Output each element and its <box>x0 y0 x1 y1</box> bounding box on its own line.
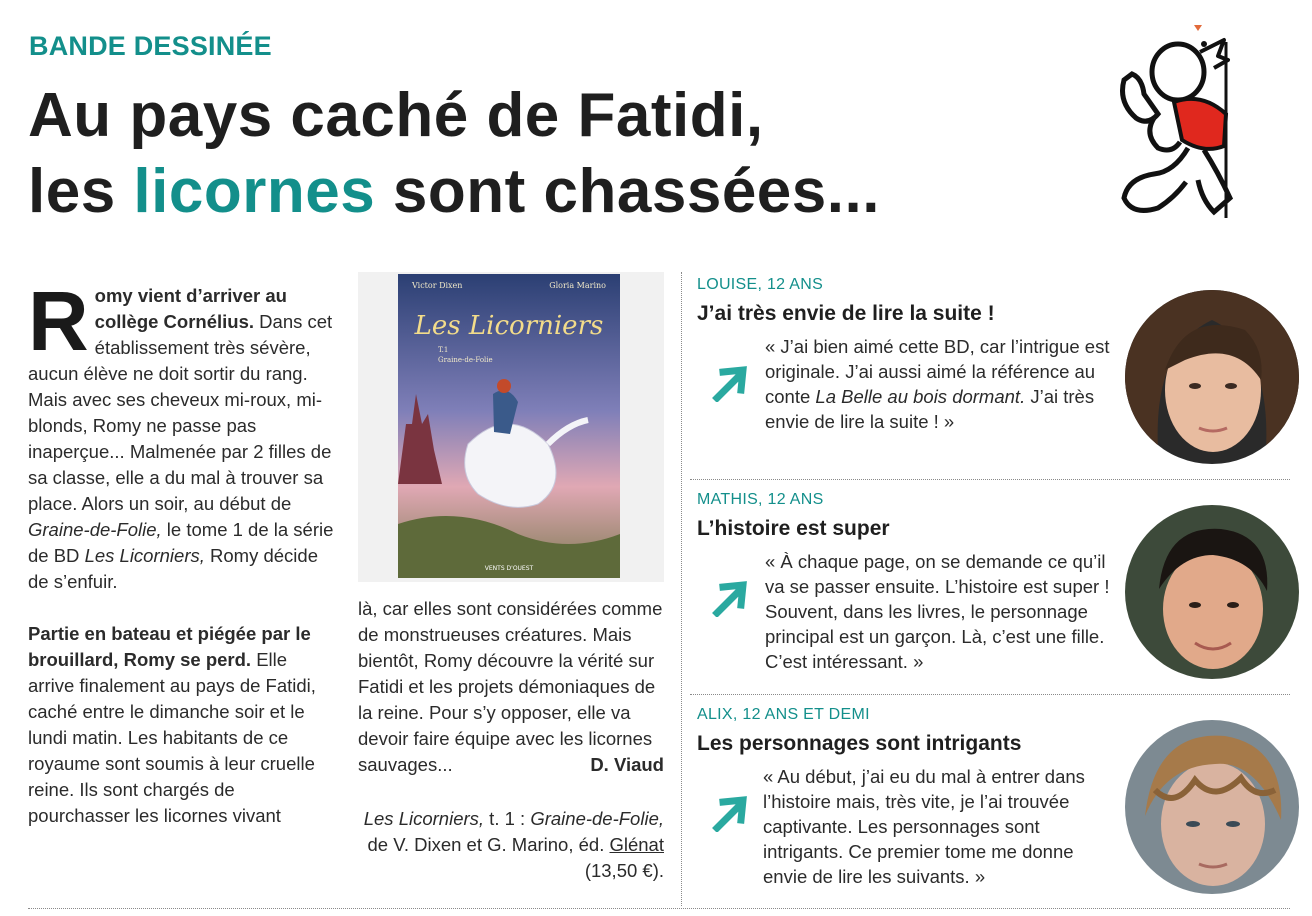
review-title: L’histoire est super <box>697 517 890 540</box>
arrow-icon <box>711 794 749 832</box>
credit-subtitle: Graine-de-Folie, <box>530 808 664 829</box>
credit-text: t. 1 : <box>484 808 531 829</box>
article-column-1 <box>28 274 338 829</box>
article-paragraph-1 <box>28 274 338 595</box>
review-quote-text: J’ai très envie de lire la suite ! » <box>765 386 1095 432</box>
review-title: J’ai très envie de lire la suite ! <box>697 302 995 325</box>
review-quote-text: « Au début, j’ai eu du mal à entrer dans l’histoire mais, très vite, je l’ai trouvée captivante. Les personnages sont intrigants. Ce premier tome me donne envie de lire les suivants. » <box>763 766 1085 887</box>
headline-line-2a: les <box>28 157 134 226</box>
cover-publisher: VENTS D'OUEST <box>484 565 534 572</box>
review-quote <box>763 764 1119 889</box>
review-divider <box>690 694 1290 695</box>
cover-subtitle: Graine-de-Folie <box>438 356 493 364</box>
avatar <box>1125 290 1299 464</box>
mascot-illustration <box>1114 22 1242 218</box>
review-quote-italic: La Belle au bois dormant. <box>815 386 1026 407</box>
headline <box>28 78 880 230</box>
review-quote <box>765 549 1125 674</box>
article-italic-title: Graine-de-Folie, <box>28 519 162 540</box>
review-alix <box>697 706 1297 887</box>
arrow-icon <box>711 579 749 617</box>
avatar <box>1125 505 1299 679</box>
article-text: Romy décide de s’enfuir. <box>28 545 318 592</box>
cover-author-left: Victor Dixen <box>412 281 463 290</box>
review-quote-text: « À chaque page, on se demande ce qu’il va se passer ensuite. L’histoire est super ! Souvent, dans les livres, le personnage principal est un garçon. Là, c’est une fille. C’est intéressant. » <box>765 551 1110 672</box>
article-subhead: Partie en bateau et piégée par le brouillard, Romy se perd. <box>28 623 311 670</box>
credit-price: (13,50 €). <box>584 860 664 881</box>
article-lead: omy vient d’arriver au collège Cornélius. <box>94 285 287 332</box>
review-mathis <box>697 491 1297 672</box>
headline-line-2b: sont chassées... <box>375 157 880 226</box>
review-title: Les personnages sont intrigants <box>697 732 1022 755</box>
credit-title: Les Licorniers, <box>363 808 485 829</box>
book-cover-image <box>398 274 620 578</box>
book-cover-frame <box>358 272 664 582</box>
cover-author-right: Gloria Marino <box>549 281 606 290</box>
avatar <box>1125 720 1299 894</box>
reviewer-name: ALIX, 12 ANS ET DEMI <box>697 706 870 723</box>
reviewer-name: MATHIS, 12 ANS <box>697 491 824 508</box>
book-credit <box>358 806 664 884</box>
article-text: là, car elles sont considérées comme de monstrueuses créatures. Mais bientôt, Romy découvre la vérité sur Fatidi et les projets démoniaques de la reine. Pour s’y opposer, elle va devoir faire équipe avec les licornes sauvages... <box>358 598 663 775</box>
review-quote-text: « J’ai bien aimé cette BD, car l’intrigue est originale. J’ai aussi aimé la référence au conte <box>765 336 1110 407</box>
article-text: Dans cet établissement très sévère, aucun élève ne doit sortir du rang. Mais avec ses cheveux mi-roux, mi-blonds, Romy ne passe pas inaperçue... Malmenée par 2 filles de sa classe, elle a du mal à trouver sa place. Alors un soir, au début de <box>28 311 333 514</box>
section-rubric: BANDE DESSINÉE <box>29 31 272 61</box>
article-paragraph-2 <box>28 621 338 829</box>
headline-accent: licornes <box>133 157 376 226</box>
page-bottom-rule <box>28 908 1290 909</box>
review-quote <box>765 334 1117 434</box>
author-signature: D. Viaud <box>590 754 664 775</box>
credit-publisher: Glénat <box>609 834 664 855</box>
review-divider <box>690 479 1290 480</box>
article-text: Elle arrive finalement au pays de Fatidi, caché entre le dimanche soir et le lundi matin. Les habitants de ce royaume sont soumis à leur cruelle reine. Ils sont chargés de pourchasser les licornes vivant <box>28 649 316 826</box>
drop-cap: R <box>28 274 89 368</box>
credit-authors: de V. Dixen et G. Marino, éd. <box>367 834 610 855</box>
article-italic-series: Les Licorniers, <box>84 545 205 566</box>
column-divider <box>681 272 682 906</box>
review-louise <box>697 276 1297 432</box>
headline-line-1: Au pays caché de Fatidi, <box>28 81 764 150</box>
article-column-2 <box>358 596 664 778</box>
arrow-icon <box>711 364 749 402</box>
article-text: le tome 1 de la série de BD <box>28 519 334 566</box>
cover-tome: T.1 <box>438 346 449 354</box>
reviewer-name: LOUISE, 12 ANS <box>697 276 824 293</box>
cover-series-title: Les Licorniers <box>414 311 604 341</box>
